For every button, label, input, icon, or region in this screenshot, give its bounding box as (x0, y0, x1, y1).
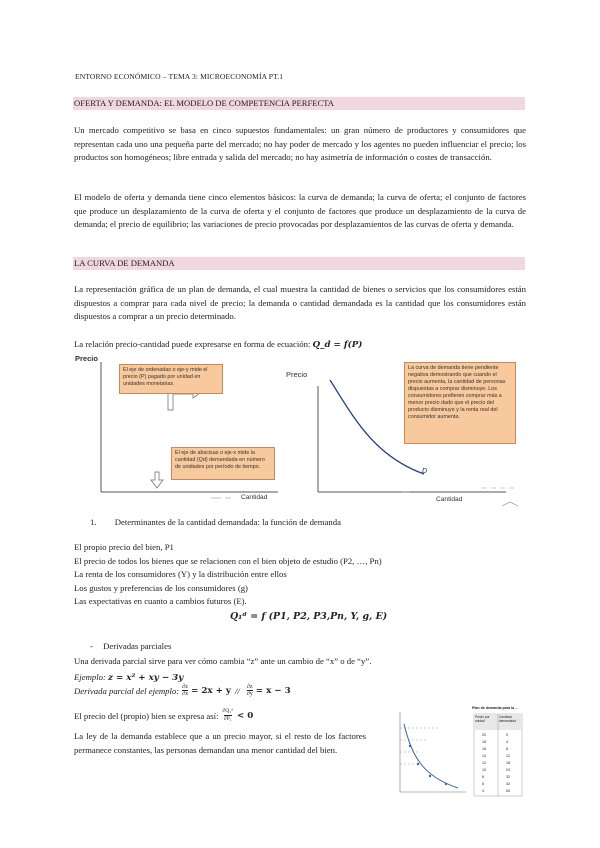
fraction-dz-dy (247, 684, 253, 697)
separator: // (234, 685, 240, 696)
fraction-denominator: ∂x (182, 691, 189, 697)
table-cell: 4 (506, 740, 508, 744)
subsection-number: 1. (90, 517, 97, 527)
bullet-dash: - (90, 641, 93, 651)
table-cell: 10 (482, 768, 486, 772)
fraction-numerator: ∂z (182, 684, 188, 690)
derivadas-heading (74, 640, 171, 652)
propio-precio-line (74, 708, 253, 723)
table-cell: 6 (482, 782, 484, 786)
subsection-determinantes (74, 516, 341, 528)
table-cell: 12 (506, 754, 510, 758)
table-cell: 8 (482, 775, 484, 779)
figure1-x-label: Cantidad (241, 494, 268, 501)
document-header: ENTORNO ECONÓMICO – TEMA 3: MICROECONOMÍA PT.1 (75, 72, 284, 81)
table-cell: 54 (506, 789, 510, 793)
thumb-table-title: Plan de demanda para la ... (472, 706, 519, 710)
thumb-col2: Cantidad demandada (499, 715, 516, 723)
ejemplo-label: Ejemplo: (74, 672, 106, 682)
figure2-x-label: Cantidad (436, 496, 463, 503)
note-eje-abscisas: El eje de abscisas o eje-x mide la cantidad (Qd) demandada en número de unidades por período de tiempo. (171, 447, 275, 480)
table-cell: 16 (482, 747, 486, 751)
table-cell: 42 (506, 782, 510, 786)
section-title-oferta-demanda: OFERTA Y DEMANDA: EL MODELO DE COMPETENCIA PERFECTA (73, 97, 525, 110)
figure-axes-explanation (73, 352, 293, 507)
paragraph-modelo-elementos: El modelo de oferta y demanda tiene cinco elementos básicos: la curva de demanda; la curva de oferta; el conjunto de factores que produce un desplazamiento de la curva de oferta y el conjunto de factores que produce un desplazamiento de la curva de demanda; el precio de equilibrio; las variaciones de precio provocadas por desplazamientos de las curvas de oferta y demanda. (74, 192, 526, 230)
table-cell: 12 (482, 761, 486, 765)
ejemplo-equation: z = x² + xy − 3y (108, 673, 184, 683)
table-cell: 0 (506, 733, 508, 737)
paragraph-mercado-competitivo: Un mercado competitivo se basa en cinco supuestos fundamentales: un gran número de productores y consumidores que representan cada uno una pequeña parte del mercado; no hay poder de mercado y los agentes no pueden influenciar el precio; los productos son homogéneos; libre entrada y salida del mercado; no hay asimetría de información o costes de transacción. (74, 125, 526, 163)
table-cell: 8 (506, 747, 508, 751)
table-cell: 14 (482, 754, 486, 758)
fraction-numerator: ∂Q₁ᵈ (222, 708, 233, 714)
list-item: Las expectativas en cuanto a cambios futuros (E). (74, 596, 247, 607)
arrow-to-x-axis (151, 472, 163, 488)
section-title-curva-demanda: LA CURVA DE DEMANDA (73, 257, 525, 270)
relacion-text: La relación precio-cantidad puede expresarse en forma de ecuación: (74, 339, 311, 349)
demand-equation: Q_d = f(P) (312, 340, 363, 350)
derivada-parcial-label: Derivada parcial del ejemplo: (74, 685, 180, 696)
thumb-curve (404, 724, 458, 788)
list-item: El propio precio del bien, P1 (74, 542, 174, 552)
fraction-dQ-dP (223, 708, 234, 723)
fraction-denominator: ∂P₁ (223, 716, 232, 722)
paragraph-relacion-precio-cantidad (74, 338, 362, 351)
list-item: Los gustos y preferencias de los consumidores (g) (74, 582, 248, 593)
thumb-prices (482, 732, 486, 795)
table-cell: 32 (506, 775, 510, 779)
note-pendiente-negativa: La curva de demanda tiene pendiente negativa demostrando que cuando el precio aumenta, la cantidad de personas dispuestas a comprar disminuye. Los consumidores prefieren comprar más a menor precio dado que el precio del producto disminuye y la renta real del consumidor aumenta. (404, 362, 516, 444)
note-eje-ordenadas: El eje de ordenadas o eje-y mide el precio (P) pagado por unidad en unidades monetarias. (119, 364, 223, 394)
demand-function-equation: Q₁ᵈ = f (P1, P2, P3,Pn, Y, g, E) (230, 611, 388, 622)
propio-precio-result: < 0 (237, 710, 254, 721)
figure1-y-label: Precio (75, 354, 98, 363)
partial-y-result: = x − 3 (255, 685, 291, 696)
ejemplo-line (74, 671, 183, 684)
table-cell: 20 (482, 733, 486, 737)
thumbnail-demand-chart (378, 706, 526, 806)
thumb-quantities (506, 732, 510, 795)
derivadas-title: Derivadas parciales (103, 641, 172, 651)
list-item: La renta de los consumidores (Y) y la distribución entre ellos (74, 569, 287, 580)
demand-curve-label: D (422, 468, 428, 475)
table-cell: 18 (506, 761, 510, 765)
thumb-col1: Precio por unidad (475, 715, 490, 723)
partial-x-result: = 2x + y (191, 685, 231, 696)
fraction-denominator: ∂y (246, 691, 253, 697)
fraction-numerator: ∂z (246, 684, 253, 690)
propio-precio-label: El precio del (propio) bien se expresa así: (74, 710, 219, 721)
ley-demanda-paragraph: La ley de la demanda establece que a un precio mayor, si el resto de los factores permanece constantes, las personas demandan una menor cantidad del bien. (74, 731, 366, 755)
list-item: El precio de todos los bienes que se relacionen con el bien objeto de estudio (P2, …, Pn) (74, 555, 382, 566)
derivada-parcial-line (74, 684, 291, 697)
fraction-dz-dx (182, 684, 188, 697)
paragraph-representacion-grafica: La representación gráfica de un plan de demanda, el cual muestra la cantidad de bienes o servicios que los consumidores están dispuestos a comprar para cada nivel de precio; la demanda o cantidad demandada es la cantidad que los consumidores están dispuestos a comprar a un precio determinado. (74, 284, 526, 322)
figure2-y-label: Precio (286, 370, 308, 379)
table-cell: 18 (482, 740, 486, 744)
table-cell: 4 (482, 789, 484, 793)
subsection-title: Determinantes de la cantidad demandada: la función de demanda (114, 517, 341, 527)
determinantes-list (74, 541, 382, 609)
figure-demand-curve (286, 358, 529, 508)
table-cell: 24 (506, 768, 510, 772)
derivada-intro: Una derivada parcial sirve para ver cómo cambia “z” ante un cambio de “x” o de “y”. (74, 656, 372, 666)
